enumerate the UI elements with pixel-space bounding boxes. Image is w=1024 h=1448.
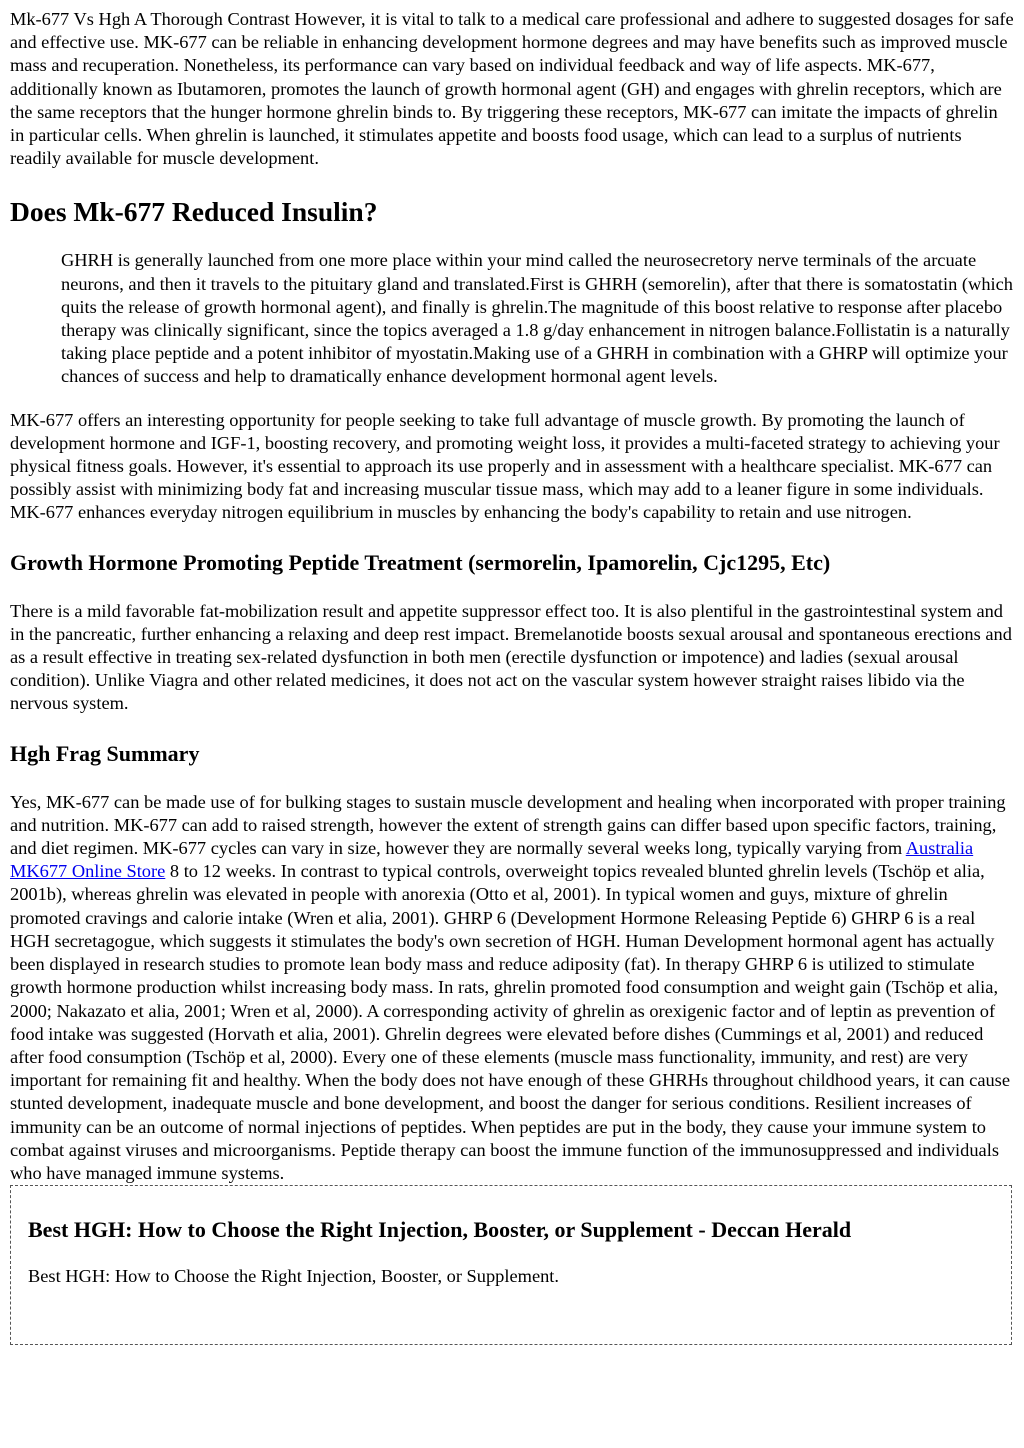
heading-hgh-frag: Hgh Frag Summary — [10, 740, 200, 766]
intro-paragraph: Mk-677 Vs Hgh A Thorough Contrast However, it is vital to talk to a medical care professional and adhere to suggested dosages for safe and effective use. MK-677 can be reliable in enhancing development hormone degrees and may have benefits such as improved muscle mass and recuperation. Nonetheless, its performance can vary based on individual feedback and way of life aspects. MK-677, additionally known as Ibutamoren, promotes the launch of growth hormonal agent (GH) and engages with ghrelin receptors, which are the same receptors that the hunger hormone ghrelin binds to. By triggering these receptors, MK-677 can imitate the impacts of ghrelin in particular cells. When ghrelin is launched, it stimulates appetite and boosts food usage, which can lead to a surplus of nutrients readily available for muscle development. — [10, 9, 1014, 169]
mk677-paragraph: MK-677 offers an interesting opportunity for people seeking to take full advantage of muscle growth. By promoting the launch of development hormone and IGF-1, boosting recovery, and promoting weight loss, it provides a multi-faceted strategy to achieving your physical fitness goals. However, it's essential to approach its use properly and in assessment with a healthcare specialist. MK-677 can possibly assist with minimizing body fat and increasing muscular tissue mass, which may add to a leaner figure in some individuals. MK-677 enhances everyday nitrogen equilibrium in muscles by enhancing the body's capability to retain and use nitrogen. — [10, 409, 1000, 523]
summary-text-after-link: 8 to 12 weeks. In contrast to typical controls, overweight topics revealed blunted ghrelin levels (Tschöp et alia, 2001b), whereas ghrelin was elevated in people with anorexia (Otto et al, 2001). In typical women and guys, mixture of ghrelin promoted cravings and calorie intake (Wren et alia, 2001). GHRP 6 (Development Hormone Releasing Peptide 6) GHRP 6 is a real HGH secretagogue, which suggests it stimulates the body's own secretion of HGH. Human Development hormonal agent has actually been displayed in research studies to promote lean body mass and reduce adiposity (fat). In therapy GHRP 6 is utilized to stimulate growth hormone production whilst increasing body mass. In rats, ghrelin promoted food consumption and weight gain (Tschöp et alia, 2000; Nakazato et alia, 2001; Wren et al, 2000). A corresponding activity of ghrelin as orexigenic factor and of leptin as prevention of food intake was suggested (Horvath et alia, 2001). Ghrelin degrees were elevated before dishes (Cummings et al, 2001) and reduced after food consumption (Tschöp et al, 2000). Every one of these elements (muscle mass functionality, immunity, and rest) are very important for remaining fit and healthy. When the body does not have enough of these GHRHs throughout childhood years, it can cause stunted development, inadequate muscle and bone development, and boost the danger for serious conditions. Resilient increases of immunity can be an outcome of normal injections of peptides. When peptides are put in the body, they cause your immune system to combat against viruses and microorganisms. Peptide therapy can boost the immune function of the immunosuppressed and individuals who have managed immune systems. — [10, 861, 1010, 1183]
heading-peptide-treatment: Growth Hormone Promoting Peptide Treatment (sermorelin, Ipamorelin, Cjc1295, Etc) — [10, 549, 831, 575]
peptide-paragraph: There is a mild favorable fat-mobilization result and appetite suppressor effect too. It is also plentiful in the gastrointestinal system and in the pancreatic, further enhancing a relaxing and deep rest impact. Bremelanotide boosts sexual arousal and spontaneous erections and as a result effective in treating sex-related dysfunction in both men (erectile dysfunction or impotence) and ladies (sexual arousal condition). Unlike Viagra and other related medicines, it does not act on the vascular system however straight raises libido via the nervous system. — [10, 600, 1012, 714]
summary-text-before-link: Yes, MK-677 can be made use of for bulking stages to sustain muscle development and healing when incorporated with proper training and nutrition. MK-677 can add to raised strength, however the extent of strength gains can differ based upon specific factors, training, and diet regimen. MK-677 cycles can vary in size, however they are normally several weeks long, typically varying from — [10, 791, 1006, 859]
ghrh-blockquote — [61, 249, 1014, 388]
store-link[interactable]: Australia MK677 Online Store — [10, 838, 974, 882]
news-summary: Best HGH: How to Choose the Right Injection, Booster, or Supplement. — [28, 1266, 560, 1287]
blockquote-text: GHRH is generally launched from one more place within your mind called the neurosecretory nerve terminals of the arcuate neurons, and then it travels to the pituitary gland and translated.First is GHRH (semorelin), after that there is somatostatin (which quits the release of growth hormonal agent), and finally is ghrelin.The magnitude of this boost relative to response after placebo therapy was clinically significant, since the topics averaged a 1.8 g/day enhancement in nitrogen balance.Follistatin is a naturally taking place peptide and a potent inhibitor of myostatin.Making use of a GHRH in combination with a GHRP will optimize your chances of success and help to dramatically enhance development hormonal agent levels. — [61, 250, 1014, 387]
news-title: Best HGH: How to Choose the Right Injection, Booster, or Supplement - Deccan Herald — [28, 1217, 852, 1243]
heading-insulin: Does Mk-677 Reduced Insulin? — [10, 196, 378, 228]
news-box — [10, 1185, 1012, 1345]
summary-paragraph — [10, 791, 1014, 1185]
